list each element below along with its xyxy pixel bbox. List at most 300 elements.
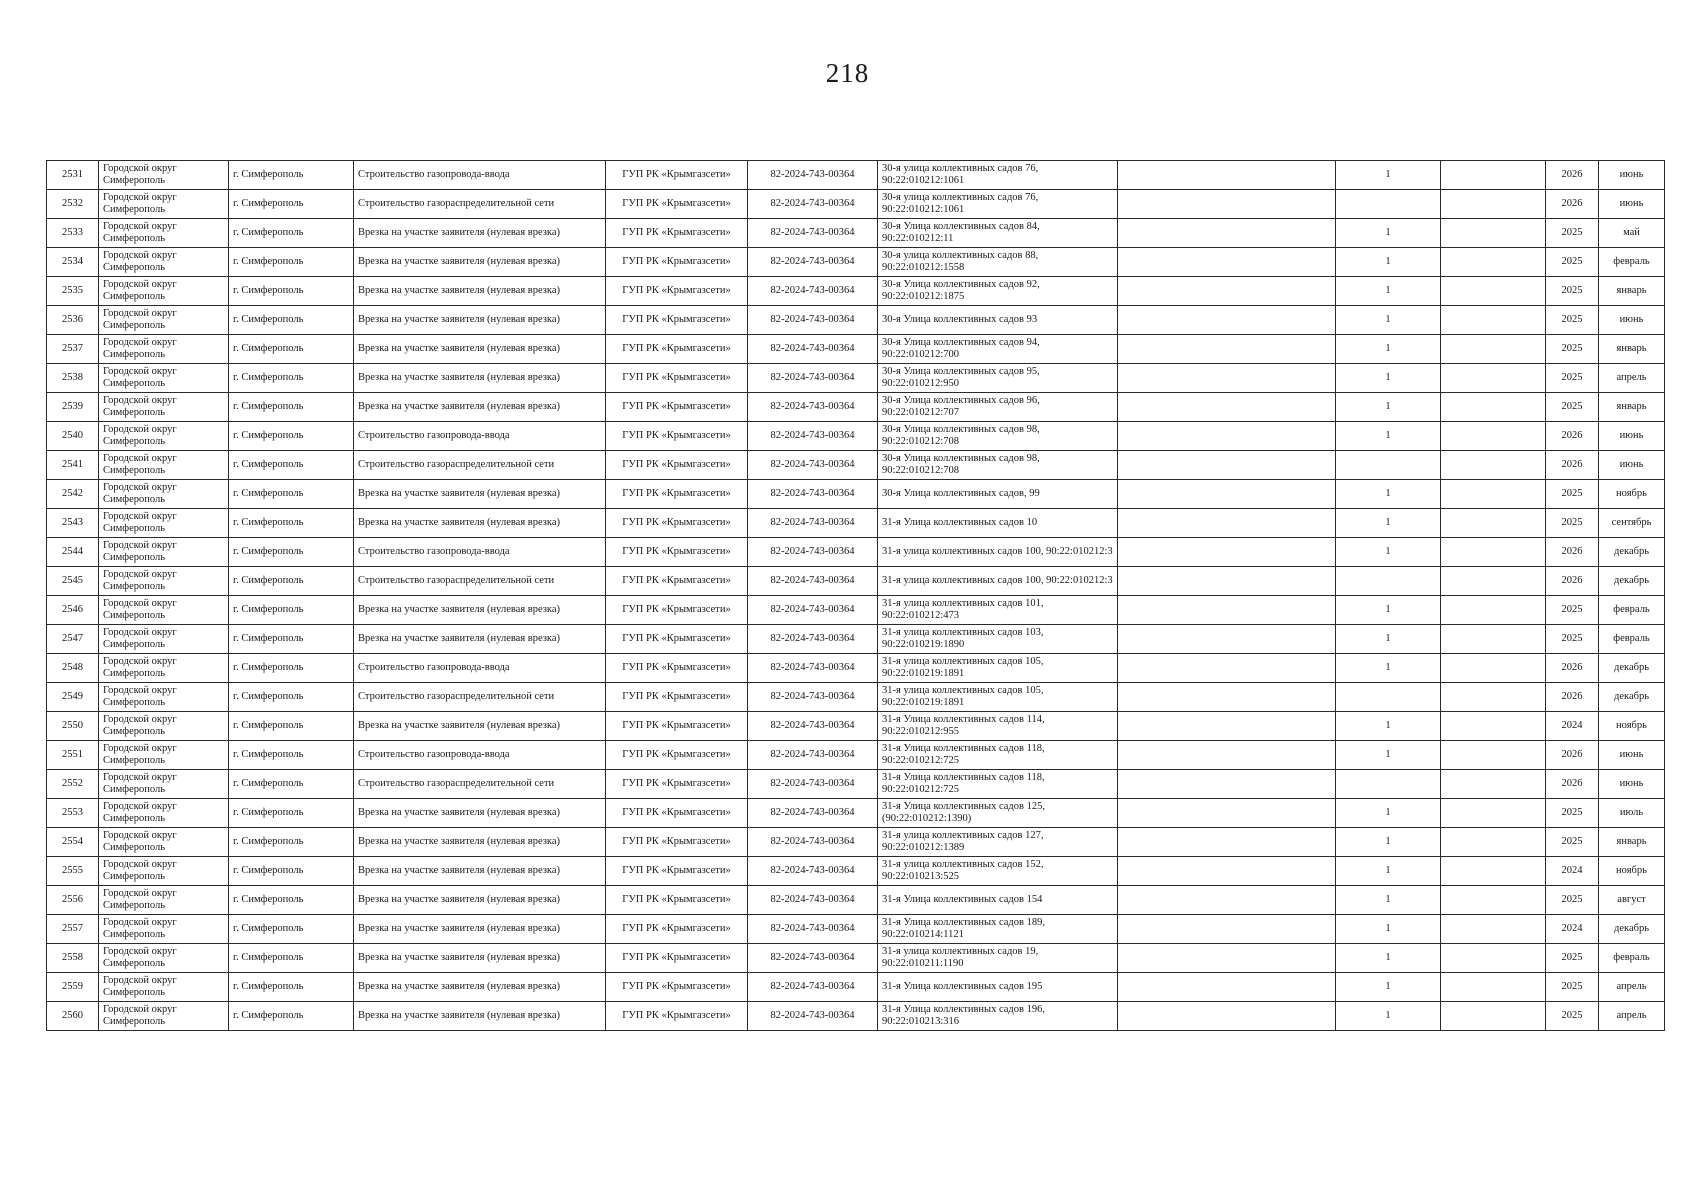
row-number-cell: 2535 — [47, 277, 99, 306]
row-number-cell: 2532 — [47, 190, 99, 219]
empty-cell — [1441, 596, 1546, 625]
year-cell: 2025 — [1546, 306, 1599, 335]
year-cell: 2026 — [1546, 161, 1599, 190]
quantity-cell: 1 — [1336, 306, 1441, 335]
city-cell: г. Симферополь — [229, 393, 354, 422]
table-row — [47, 857, 1665, 886]
address-cell: 30-я Улица коллективных садов 95, 90:22:010212:950 — [878, 364, 1118, 393]
address-cell: 31-я Улица коллективных садов 195 — [878, 973, 1118, 1002]
table-row — [47, 364, 1665, 393]
quantity-cell: 1 — [1336, 1002, 1441, 1031]
empty-cell — [1441, 509, 1546, 538]
table-row — [47, 538, 1665, 567]
row-number-cell: 2549 — [47, 683, 99, 712]
year-cell: 2025 — [1546, 886, 1599, 915]
district-cell: Городской округ Симферополь — [99, 364, 229, 393]
program-code-cell: 82-2024-743-00364 — [748, 741, 878, 770]
organization-cell: ГУП РК «Крымгазсети» — [606, 364, 748, 393]
empty-cell — [1118, 219, 1336, 248]
work-type-cell: Строительство газораспределительной сети — [354, 190, 606, 219]
address-cell: 30-я Улица коллективных садов 96, 90:22:010212:707 — [878, 393, 1118, 422]
row-number-cell: 2555 — [47, 857, 99, 886]
month-cell: ноябрь — [1599, 857, 1665, 886]
empty-cell — [1118, 828, 1336, 857]
month-cell: июнь — [1599, 451, 1665, 480]
row-number-cell: 2531 — [47, 161, 99, 190]
city-cell: г. Симферополь — [229, 654, 354, 683]
city-cell: г. Симферополь — [229, 567, 354, 596]
table-row — [47, 451, 1665, 480]
quantity-cell — [1336, 567, 1441, 596]
district-cell: Городской округ Симферополь — [99, 886, 229, 915]
district-cell: Городской округ Симферополь — [99, 277, 229, 306]
work-type-cell: Строительство газопровода-ввода — [354, 654, 606, 683]
address-cell: 31-я улица коллективных садов 105, 90:22:010219:1891 — [878, 683, 1118, 712]
empty-cell — [1441, 335, 1546, 364]
empty-cell — [1441, 799, 1546, 828]
empty-cell — [1118, 422, 1336, 451]
month-cell: июнь — [1599, 190, 1665, 219]
table-row — [47, 799, 1665, 828]
address-cell: 31-я улица коллективных садов 19, 90:22:010211:1190 — [878, 944, 1118, 973]
district-cell: Городской округ Симферополь — [99, 654, 229, 683]
district-cell: Городской округ Симферополь — [99, 422, 229, 451]
empty-cell — [1118, 741, 1336, 770]
address-cell: 30-я Улица коллективных садов 98, 90:22:010212:708 — [878, 422, 1118, 451]
empty-cell — [1118, 857, 1336, 886]
organization-cell: ГУП РК «Крымгазсети» — [606, 944, 748, 973]
empty-cell — [1441, 770, 1546, 799]
row-number-cell: 2546 — [47, 596, 99, 625]
address-cell: 31-я улица коллективных садов 127, 90:22:010212:1389 — [878, 828, 1118, 857]
table-row — [47, 480, 1665, 509]
city-cell: г. Симферополь — [229, 277, 354, 306]
row-number-cell: 2533 — [47, 219, 99, 248]
program-code-cell: 82-2024-743-00364 — [748, 944, 878, 973]
month-cell: апрель — [1599, 364, 1665, 393]
empty-cell — [1118, 886, 1336, 915]
month-cell: июнь — [1599, 161, 1665, 190]
table-row — [47, 335, 1665, 364]
organization-cell: ГУП РК «Крымгазсети» — [606, 306, 748, 335]
table-row — [47, 886, 1665, 915]
row-number-cell: 2556 — [47, 886, 99, 915]
district-cell: Городской округ Симферополь — [99, 915, 229, 944]
address-cell: 30-я улица коллективных садов 88, 90:22:010212:1558 — [878, 248, 1118, 277]
month-cell: декабрь — [1599, 683, 1665, 712]
city-cell: г. Симферополь — [229, 944, 354, 973]
month-cell: февраль — [1599, 944, 1665, 973]
table-row — [47, 1002, 1665, 1031]
district-cell: Городской округ Симферополь — [99, 161, 229, 190]
work-type-cell: Строительство газопровода-ввода — [354, 741, 606, 770]
empty-cell — [1441, 741, 1546, 770]
table-row — [47, 973, 1665, 1002]
row-number-cell: 2540 — [47, 422, 99, 451]
program-code-cell: 82-2024-743-00364 — [748, 422, 878, 451]
program-code-cell: 82-2024-743-00364 — [748, 538, 878, 567]
work-type-cell: Врезка на участке заявителя (нулевая врезка) — [354, 973, 606, 1002]
month-cell: июнь — [1599, 306, 1665, 335]
empty-cell — [1118, 509, 1336, 538]
organization-cell: ГУП РК «Крымгазсети» — [606, 219, 748, 248]
table-row — [47, 741, 1665, 770]
program-code-cell: 82-2024-743-00364 — [748, 915, 878, 944]
program-code-cell: 82-2024-743-00364 — [748, 857, 878, 886]
district-cell: Городской округ Симферополь — [99, 219, 229, 248]
city-cell: г. Симферополь — [229, 509, 354, 538]
district-cell: Городской округ Симферополь — [99, 944, 229, 973]
row-number-cell: 2550 — [47, 712, 99, 741]
district-cell: Городской округ Симферополь — [99, 1002, 229, 1031]
work-type-cell: Строительство газораспределительной сети — [354, 770, 606, 799]
work-type-cell: Строительство газораспределительной сети — [354, 567, 606, 596]
table-row — [47, 161, 1665, 190]
empty-cell — [1441, 712, 1546, 741]
quantity-cell: 1 — [1336, 335, 1441, 364]
address-cell: 31-я улица коллективных садов 100, 90:22:010212:3 — [878, 567, 1118, 596]
page-number: 218 — [825, 58, 870, 88]
district-cell: Городской округ Симферополь — [99, 480, 229, 509]
quantity-cell: 1 — [1336, 944, 1441, 973]
quantity-cell: 1 — [1336, 654, 1441, 683]
program-code-cell: 82-2024-743-00364 — [748, 451, 878, 480]
year-cell: 2025 — [1546, 248, 1599, 277]
city-cell: г. Симферополь — [229, 306, 354, 335]
city-cell: г. Симферополь — [229, 538, 354, 567]
address-cell: 31-я Улица коллективных садов 189, 90:22:010214:1121 — [878, 915, 1118, 944]
district-cell: Городской округ Симферополь — [99, 393, 229, 422]
program-code-cell: 82-2024-743-00364 — [748, 248, 878, 277]
work-type-cell: Врезка на участке заявителя (нулевая врезка) — [354, 364, 606, 393]
organization-cell: ГУП РК «Крымгазсети» — [606, 480, 748, 509]
work-type-cell: Врезка на участке заявителя (нулевая врезка) — [354, 625, 606, 654]
district-cell: Городской округ Симферополь — [99, 625, 229, 654]
table-body — [47, 161, 1665, 1031]
city-cell: г. Симферополь — [229, 770, 354, 799]
year-cell: 2025 — [1546, 799, 1599, 828]
empty-cell — [1118, 654, 1336, 683]
organization-cell: ГУП РК «Крымгазсети» — [606, 654, 748, 683]
quantity-cell: 1 — [1336, 857, 1441, 886]
empty-cell — [1118, 393, 1336, 422]
table-row — [47, 219, 1665, 248]
district-cell: Городской округ Симферополь — [99, 741, 229, 770]
organization-cell: ГУП РК «Крымгазсети» — [606, 422, 748, 451]
empty-cell — [1118, 364, 1336, 393]
city-cell: г. Симферополь — [229, 886, 354, 915]
address-cell: 30-я Улица коллективных садов 94, 90:22:010212:700 — [878, 335, 1118, 364]
program-code-cell: 82-2024-743-00364 — [748, 973, 878, 1002]
month-cell: январь — [1599, 335, 1665, 364]
quantity-cell: 1 — [1336, 741, 1441, 770]
row-number-cell: 2536 — [47, 306, 99, 335]
program-code-cell: 82-2024-743-00364 — [748, 161, 878, 190]
program-code-cell: 82-2024-743-00364 — [748, 277, 878, 306]
month-cell: ноябрь — [1599, 480, 1665, 509]
work-type-cell: Врезка на участке заявителя (нулевая врезка) — [354, 857, 606, 886]
work-type-cell: Строительство газопровода-ввода — [354, 538, 606, 567]
city-cell: г. Симферополь — [229, 857, 354, 886]
address-cell: 30-я улица коллективных садов 76, 90:22:010212:1061 — [878, 161, 1118, 190]
organization-cell: ГУП РК «Крымгазсети» — [606, 799, 748, 828]
empty-cell — [1118, 567, 1336, 596]
table-row — [47, 596, 1665, 625]
empty-cell — [1441, 480, 1546, 509]
empty-cell — [1441, 538, 1546, 567]
empty-cell — [1118, 712, 1336, 741]
quantity-cell: 1 — [1336, 422, 1441, 451]
district-cell: Городской округ Симферополь — [99, 248, 229, 277]
district-cell: Городской округ Симферополь — [99, 538, 229, 567]
row-number-cell: 2548 — [47, 654, 99, 683]
month-cell: февраль — [1599, 596, 1665, 625]
city-cell: г. Симферополь — [229, 712, 354, 741]
works-table — [46, 160, 1665, 1031]
empty-cell — [1441, 306, 1546, 335]
empty-cell — [1118, 306, 1336, 335]
address-cell: 31-я улица коллективных садов 100, 90:22:010212:3 — [878, 538, 1118, 567]
empty-cell — [1441, 364, 1546, 393]
table-row — [47, 509, 1665, 538]
address-cell: 31-я Улица коллективных садов 125, (90:22:010212:1390) — [878, 799, 1118, 828]
district-cell: Городской округ Симферополь — [99, 596, 229, 625]
row-number-cell: 2551 — [47, 741, 99, 770]
quantity-cell: 1 — [1336, 886, 1441, 915]
quantity-cell: 1 — [1336, 915, 1441, 944]
empty-cell — [1118, 335, 1336, 364]
table-row — [47, 828, 1665, 857]
year-cell: 2024 — [1546, 857, 1599, 886]
year-cell: 2024 — [1546, 915, 1599, 944]
work-type-cell: Строительство газораспределительной сети — [354, 683, 606, 712]
empty-cell — [1118, 277, 1336, 306]
empty-cell — [1118, 596, 1336, 625]
organization-cell: ГУП РК «Крымгазсети» — [606, 973, 748, 1002]
organization-cell: ГУП РК «Крымгазсети» — [606, 625, 748, 654]
empty-cell — [1441, 886, 1546, 915]
empty-cell — [1441, 393, 1546, 422]
empty-cell — [1441, 161, 1546, 190]
month-cell: декабрь — [1599, 567, 1665, 596]
organization-cell: ГУП РК «Крымгазсети» — [606, 538, 748, 567]
organization-cell: ГУП РК «Крымгазсети» — [606, 509, 748, 538]
work-type-cell: Врезка на участке заявителя (нулевая врезка) — [354, 480, 606, 509]
empty-cell — [1118, 451, 1336, 480]
city-cell: г. Симферополь — [229, 248, 354, 277]
quantity-cell: 1 — [1336, 161, 1441, 190]
quantity-cell: 1 — [1336, 393, 1441, 422]
table-row — [47, 422, 1665, 451]
empty-cell — [1441, 654, 1546, 683]
month-cell: январь — [1599, 393, 1665, 422]
work-type-cell: Врезка на участке заявителя (нулевая врезка) — [354, 944, 606, 973]
work-type-cell: Строительство газораспределительной сети — [354, 451, 606, 480]
table-row — [47, 683, 1665, 712]
program-code-cell: 82-2024-743-00364 — [748, 625, 878, 654]
empty-cell — [1441, 625, 1546, 654]
row-number-cell: 2534 — [47, 248, 99, 277]
table-row — [47, 190, 1665, 219]
city-cell: г. Симферополь — [229, 190, 354, 219]
empty-cell — [1441, 828, 1546, 857]
year-cell: 2026 — [1546, 683, 1599, 712]
empty-cell — [1441, 915, 1546, 944]
quantity-cell: 1 — [1336, 248, 1441, 277]
row-number-cell: 2543 — [47, 509, 99, 538]
year-cell: 2025 — [1546, 625, 1599, 654]
year-cell: 2026 — [1546, 422, 1599, 451]
address-cell: 31-я Улица коллективных садов 196, 90:22:010213:316 — [878, 1002, 1118, 1031]
work-type-cell: Строительство газопровода-ввода — [354, 161, 606, 190]
year-cell: 2024 — [1546, 712, 1599, 741]
row-number-cell: 2537 — [47, 335, 99, 364]
work-type-cell: Врезка на участке заявителя (нулевая врезка) — [354, 886, 606, 915]
program-code-cell: 82-2024-743-00364 — [748, 886, 878, 915]
program-code-cell: 82-2024-743-00364 — [748, 828, 878, 857]
organization-cell: ГУП РК «Крымгазсети» — [606, 886, 748, 915]
empty-cell — [1441, 1002, 1546, 1031]
empty-cell — [1118, 1002, 1336, 1031]
program-code-cell: 82-2024-743-00364 — [748, 306, 878, 335]
work-type-cell: Врезка на участке заявителя (нулевая врезка) — [354, 335, 606, 364]
table-row — [47, 654, 1665, 683]
quantity-cell: 1 — [1336, 596, 1441, 625]
address-cell: 30-я Улица коллективных садов, 99 — [878, 480, 1118, 509]
city-cell: г. Симферополь — [229, 422, 354, 451]
row-number-cell: 2547 — [47, 625, 99, 654]
month-cell: сентябрь — [1599, 509, 1665, 538]
month-cell: февраль — [1599, 625, 1665, 654]
organization-cell: ГУП РК «Крымгазсети» — [606, 741, 748, 770]
year-cell: 2026 — [1546, 190, 1599, 219]
program-code-cell: 82-2024-743-00364 — [748, 683, 878, 712]
month-cell: январь — [1599, 277, 1665, 306]
district-cell: Городской округ Симферополь — [99, 509, 229, 538]
year-cell: 2025 — [1546, 277, 1599, 306]
district-cell: Городской округ Симферополь — [99, 712, 229, 741]
district-cell: Городской округ Симферополь — [99, 973, 229, 1002]
work-type-cell: Врезка на участке заявителя (нулевая врезка) — [354, 596, 606, 625]
table-row — [47, 248, 1665, 277]
row-number-cell: 2545 — [47, 567, 99, 596]
quantity-cell — [1336, 683, 1441, 712]
program-code-cell: 82-2024-743-00364 — [748, 393, 878, 422]
quantity-cell: 1 — [1336, 277, 1441, 306]
table-row — [47, 277, 1665, 306]
city-cell: г. Симферополь — [229, 596, 354, 625]
empty-cell — [1441, 422, 1546, 451]
district-cell: Городской округ Симферополь — [99, 857, 229, 886]
quantity-cell — [1336, 190, 1441, 219]
month-cell: февраль — [1599, 248, 1665, 277]
work-type-cell: Врезка на участке заявителя (нулевая врезка) — [354, 915, 606, 944]
program-code-cell: 82-2024-743-00364 — [748, 567, 878, 596]
city-cell: г. Симферополь — [229, 741, 354, 770]
city-cell: г. Симферополь — [229, 973, 354, 1002]
organization-cell: ГУП РК «Крымгазсети» — [606, 248, 748, 277]
district-cell: Городской округ Симферополь — [99, 828, 229, 857]
month-cell: июль — [1599, 799, 1665, 828]
month-cell: апрель — [1599, 973, 1665, 1002]
quantity-cell: 1 — [1336, 509, 1441, 538]
month-cell: август — [1599, 886, 1665, 915]
work-type-cell: Врезка на участке заявителя (нулевая врезка) — [354, 799, 606, 828]
year-cell: 2025 — [1546, 828, 1599, 857]
row-number-cell: 2542 — [47, 480, 99, 509]
district-cell: Городской округ Симферополь — [99, 306, 229, 335]
work-type-cell: Строительство газопровода-ввода — [354, 422, 606, 451]
table-row — [47, 770, 1665, 799]
month-cell: декабрь — [1599, 538, 1665, 567]
empty-cell — [1118, 683, 1336, 712]
year-cell: 2025 — [1546, 364, 1599, 393]
empty-cell — [1118, 944, 1336, 973]
year-cell: 2025 — [1546, 1002, 1599, 1031]
city-cell: г. Симферополь — [229, 799, 354, 828]
organization-cell: ГУП РК «Крымгазсети» — [606, 857, 748, 886]
year-cell: 2025 — [1546, 219, 1599, 248]
quantity-cell: 1 — [1336, 799, 1441, 828]
city-cell: г. Симферополь — [229, 915, 354, 944]
empty-cell — [1118, 161, 1336, 190]
work-type-cell: Врезка на участке заявителя (нулевая врезка) — [354, 277, 606, 306]
city-cell: г. Симферополь — [229, 683, 354, 712]
month-cell: июнь — [1599, 422, 1665, 451]
table-row — [47, 306, 1665, 335]
table-row — [47, 915, 1665, 944]
city-cell: г. Симферополь — [229, 219, 354, 248]
year-cell: 2026 — [1546, 770, 1599, 799]
quantity-cell: 1 — [1336, 364, 1441, 393]
year-cell: 2025 — [1546, 973, 1599, 1002]
program-code-cell: 82-2024-743-00364 — [748, 596, 878, 625]
address-cell: 30-я Улица коллективных садов 98, 90:22:010212:708 — [878, 451, 1118, 480]
address-cell: 31-я улица коллективных садов 152, 90:22:010213:525 — [878, 857, 1118, 886]
work-type-cell: Врезка на участке заявителя (нулевая врезка) — [354, 248, 606, 277]
quantity-cell — [1336, 770, 1441, 799]
row-number-cell: 2544 — [47, 538, 99, 567]
row-number-cell: 2554 — [47, 828, 99, 857]
city-cell: г. Симферополь — [229, 625, 354, 654]
row-number-cell: 2557 — [47, 915, 99, 944]
empty-cell — [1441, 277, 1546, 306]
month-cell: июнь — [1599, 770, 1665, 799]
row-number-cell: 2558 — [47, 944, 99, 973]
address-cell: 31-я улица коллективных садов 105, 90:22:010219:1891 — [878, 654, 1118, 683]
table-row — [47, 567, 1665, 596]
year-cell: 2025 — [1546, 335, 1599, 364]
work-type-cell: Врезка на участке заявителя (нулевая врезка) — [354, 1002, 606, 1031]
city-cell: г. Симферополь — [229, 364, 354, 393]
empty-cell — [1118, 625, 1336, 654]
work-type-cell: Врезка на участке заявителя (нулевая врезка) — [354, 828, 606, 857]
row-number-cell: 2539 — [47, 393, 99, 422]
empty-cell — [1118, 190, 1336, 219]
empty-cell — [1441, 973, 1546, 1002]
quantity-cell: 1 — [1336, 973, 1441, 1002]
table-row — [47, 393, 1665, 422]
row-number-cell: 2559 — [47, 973, 99, 1002]
organization-cell: ГУП РК «Крымгазсети» — [606, 770, 748, 799]
program-code-cell: 82-2024-743-00364 — [748, 712, 878, 741]
address-cell: 31-я Улица коллективных садов 114, 90:22:010212:955 — [878, 712, 1118, 741]
program-code-cell: 82-2024-743-00364 — [748, 480, 878, 509]
district-cell: Городской округ Симферополь — [99, 683, 229, 712]
address-cell: 30-я улица коллективных садов 76, 90:22:010212:1061 — [878, 190, 1118, 219]
year-cell: 2026 — [1546, 451, 1599, 480]
work-type-cell: Врезка на участке заявителя (нулевая врезка) — [354, 306, 606, 335]
